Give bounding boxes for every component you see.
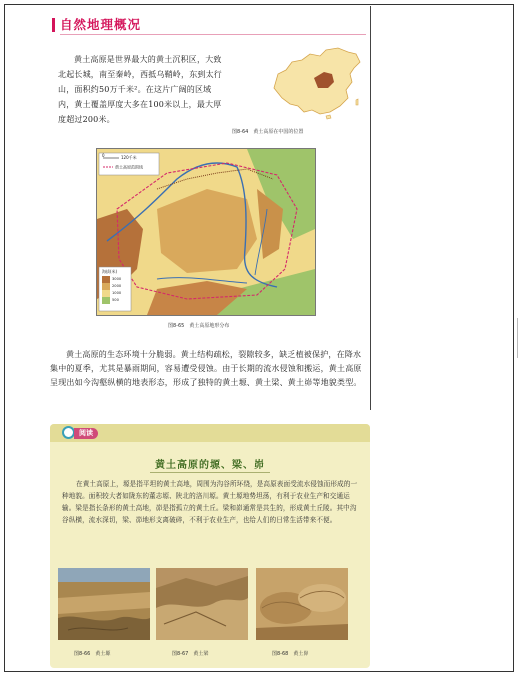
fig-65-caption: 图8-65 黄土高原地形分布 (168, 323, 230, 329)
photo-loess-hill (256, 568, 348, 640)
reading-panel (50, 424, 370, 668)
intro-paragraph: 黄土高原是世界最大的黄土沉积区，大致北起长城，南至秦岭，西抵乌鞘岭，东到太行山，面积约50万千米²。在这片广阔的区域内，黄土覆盖厚度大多在100米以上，最大厚度超过200米。 (58, 55, 222, 124)
fig-68-caption: 图8-68 黄土峁 (272, 651, 309, 657)
photo-loess-ridge (156, 568, 248, 640)
fig-64-caption: 图8-64 黄土高原在中国的位置 (232, 129, 304, 135)
elev-level-2: 2000 (112, 284, 122, 288)
reading-title-underline (150, 472, 270, 473)
reading-header-strip (50, 424, 370, 442)
legend-boundary-label: 黄土高原范围线 (115, 164, 143, 170)
section-underline (60, 34, 366, 35)
elevation-legend-title: 海拔(米) (102, 269, 118, 274)
section-title-bar (52, 18, 55, 32)
scale-label: 120千米 (121, 155, 137, 160)
reading-title: 黄土高原的塬、梁、峁 (155, 460, 265, 471)
elev-level-3: 1000 (112, 291, 122, 295)
fig-66-caption: 图8-66 黄土塬 (74, 651, 111, 657)
hainan-island (326, 115, 331, 119)
china-location-map (268, 44, 364, 120)
elev-level-4: 500 (112, 298, 119, 302)
scale-zero: 0 (102, 153, 105, 158)
elev-level-1: 3000 (112, 277, 122, 281)
photo-loess-tableland (58, 568, 150, 640)
taiwan-island (356, 99, 358, 105)
section-title: 自然地理概况 (60, 17, 142, 32)
fig-67-caption: 图8-67 黄土梁 (172, 651, 209, 657)
column-divider (370, 6, 371, 410)
loess-relief-map (96, 148, 316, 316)
reading-badge: 阅读 (74, 428, 98, 439)
ecology-paragraph: 黄土高原的生态环境十分脆弱。黄土结构疏松，裂隙较多，缺乏植被保护，在降水集中的夏季，尤其是暴雨期间，容易遭受侵蚀。由于长期的流水侵蚀和搬运，黄土高原呈现出如今沟壑纵横的地表形态，形成了独特的黄土塬、黄土梁、黄土峁等地貌类型。 (50, 350, 362, 387)
reading-text: 在黄土高原上，塬是指平坦的黄土高地，周围为沟谷所环绕，是高原表面受流水侵蚀而形成的一种地貌。面积较大者如陇东的董志塬、陕北的洛川塬。黄土塬地势坦荡，有利于农业生产和交通运输。梁是指长条形的黄土高地，峁是指孤立的黄土丘。梁和峁通常是共生的，形成黄土丘陵。其中沟谷纵横，流水深切，梁、峁地形支离破碎，不利于农业生产，也给人们的日常生活带来不便。 (62, 480, 358, 524)
